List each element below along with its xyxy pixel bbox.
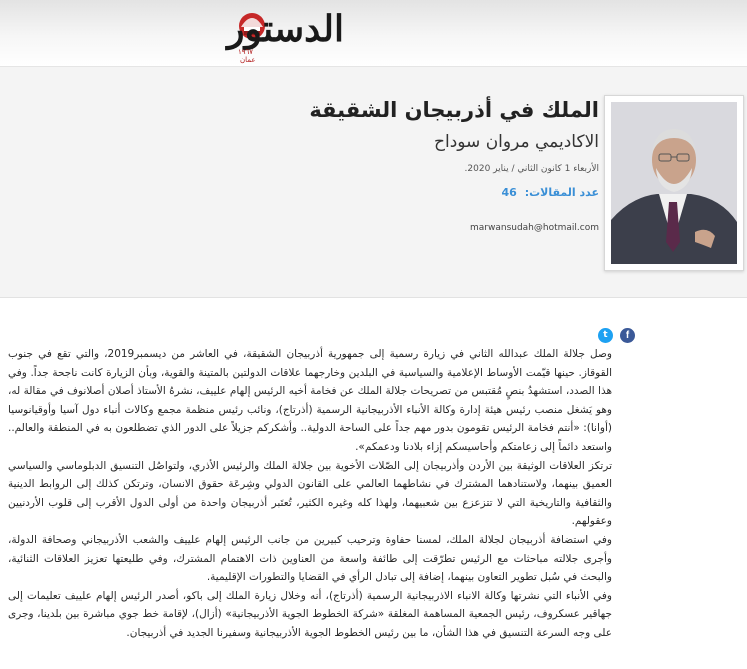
logo-city: عمان — [240, 56, 256, 64]
article-title: الملك في أذربيجان الشقيقة — [309, 98, 599, 122]
articles-count-value: 46 — [501, 186, 517, 199]
article-info — [149, 93, 599, 233]
twitter-share-icon[interactable]: t — [598, 328, 613, 343]
publish-date: الأربعاء 1 كانون الثاني / يناير 2020. — [464, 164, 599, 174]
author-email[interactable]: marwansudah@hotmail.com — [470, 223, 599, 233]
logo-year: ١٩٦٧ — [238, 48, 254, 56]
site-header — [0, 0, 747, 67]
facebook-share-icon[interactable]: f — [620, 328, 635, 343]
author-portrait — [611, 102, 737, 264]
articles-count-label: عدد المقالات: — [524, 186, 599, 199]
article-paragraph: وصل جلالة الملك عبدالله الثاني في زيارة رسمية إلى جمهورية أذربيجان الشقيقة، في العاشر من ديسمبر2019، والتي تقع في جنوب القوقاز. حينها قيّمت الأوساط الإعلامية والسياسية في البلدين وخارجهما علاقات الدولتين بالمتينة والقوية، وبأن الزيارة كانت ناجحة جداً. وفي هذا الصدد، استشهدُ بنصٍ مُقتبس من تصريحات جلالة الملك عن فخامة أخيه الرئيس إلهام علييف، نشرهُ الأستاذ أصلان أصلانوف في مقالة له، وهو يَشغل منصب رئيس هيئة إدارة وكالة الأنباء الأذربيجانية الرسمية (أذرتاج)، ونائب رئيس منظمة مجمع وكالات أنباء دول آسيا وأوقيانوسيا (أوانا): «أنتم فخامة الرئيس تقومون بدور مهم جداً على الساحة الدولية.. وأشكركم جزيلاً على الدور الذي تضطلعون به في المنطقة والعالم.. واستعد دائماً إلى زعامتكم وأحاسيسكم إزاء بلادنا ودعمكم». — [8, 348, 612, 453]
author-photo — [604, 95, 744, 271]
article-paragraph: ترتكز العلاقات الوثيقة بين الأردن وأذربيجان إلى الصّلات الأخوية بين جلالة الملك والرئيس الأذري، ولتواصُل التنسيق الدبلوماسي والسياسي العميق بينهما، ولاستنادهما المشترك في نشاطهما العالمي على القانون الدولي وشِرعَة حقوق الانسان، وترتكن كذلك إلى الروابط الدينية والثقافية والتاريخية التي لا تتزعزع بين شعبيهما، ولهذا كله وغيره الكثير، تُعتَبر أذربيجان واحدة من أولى الدول الأقرب إلى قلوب الأردنيين وعقولهم. — [8, 459, 612, 528]
author-name[interactable]: الاكاديمي مروان سوداح — [434, 132, 599, 152]
portrait-icon — [611, 102, 737, 264]
logo-wordmark: الدستور — [227, 8, 344, 50]
article-paragraph: وفي استضافة أذربيجان لجلالة الملك، لمسنا حفاوة وترحيب كبيرين من جانب الرئيس إلهام علييف والشعب الأذربيجاني وصحافة الدولة، وأجرى جلالته مباحثات مع الرئيس تطرّقت إلى طائفة واسعة من العناوين ذات الاهتمام المشترك، وفي طليعتها تعزيز العلاقات الثنائية، والبحث في سُبل تطوير التعاون بينهما، إضافة إلى تبادل الرأي في القضايا والتطورات الإقليمية. — [8, 533, 612, 584]
article-body — [8, 345, 612, 669]
article-paragraph: وفي الأنباء التي نشرتها وكالة الانباء الاذربيجانية الرسمية (أذرتاج)، أنه وخلال زيارة الملك إلى باكو، أصدر الرئيس إلهام علييف تعليمات إلى جهاقير عسكروف، رئيس الجمعية المساهمة المغلقة «شركة الخطوط الجوية الأذربيجانية» (أزال)، لإقامة خط جوي مباشرة بين بلدينا، وجرى على وجه السرعة التنسيق في هذا الشأن، ما بين رئيس الخطوط الجوية الأذربيجانية وسفيرنا الجديد في أذربيجان. — [8, 589, 612, 639]
site-logo[interactable] — [200, 6, 350, 64]
articles-count[interactable] — [149, 186, 599, 199]
